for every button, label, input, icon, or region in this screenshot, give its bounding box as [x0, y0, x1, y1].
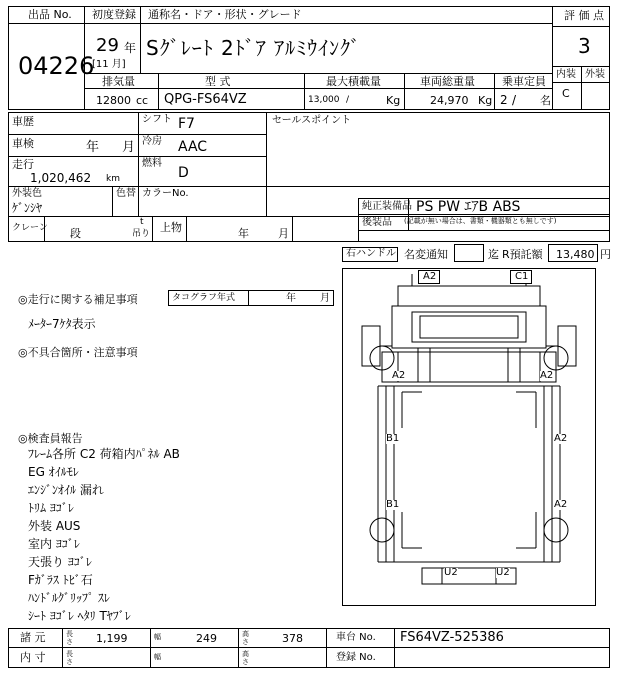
name-change-box — [454, 244, 484, 262]
aftermarket-note: (記載が無い場合は、書類・機器類とも無しです) — [404, 217, 557, 225]
divider — [292, 216, 293, 242]
model-label: 通称名・ドア・形状・グレード — [148, 8, 302, 21]
divider — [248, 290, 249, 306]
model-code: QPG-FS64VZ — [164, 92, 247, 107]
divider — [326, 628, 327, 668]
year-label: 年 — [124, 41, 137, 55]
width: 249 — [196, 632, 217, 645]
inner-height-label: 高さ — [242, 650, 249, 666]
divider — [238, 628, 239, 668]
divider — [150, 628, 151, 668]
inspector-line: ﾊﾝﾄﾞﾙｸﾞﾘｯﾌﾟ ｽﾚ — [28, 591, 110, 605]
fuel-label: 燃料 — [142, 158, 162, 169]
damage-mark-body-right-upper: A2 — [554, 433, 568, 444]
interior-score: C — [562, 87, 570, 100]
divider — [266, 186, 267, 216]
crane-suspend-label: 吊り — [132, 229, 151, 239]
inspection-month-label: 月 — [122, 140, 136, 155]
inspection-year-label: 年 — [86, 140, 100, 155]
exterior-color: ｹﾞﾝｼﾔ — [12, 201, 43, 215]
length-label: 長さ — [66, 630, 73, 646]
crane-stage-label: 段 — [70, 227, 81, 240]
model-code-label: 型 式 — [205, 75, 231, 88]
divider — [62, 628, 63, 668]
lot-no: 04226 — [18, 52, 95, 80]
divider — [304, 73, 305, 110]
damage-mark-front-left: A2 — [423, 271, 437, 282]
model-name: Sｸﾞﾚｰﾄ 2ﾄﾞｱ ｱﾙﾐｳｲﾝｸﾞ — [146, 36, 362, 60]
max-load-unit: Kg — [386, 94, 401, 107]
sales-point-label: セールスポイント — [272, 115, 352, 126]
first-reg-label: 初度登録 — [92, 8, 136, 21]
divider — [8, 134, 266, 135]
fuel: D — [178, 165, 189, 181]
meter-note: ﾒｰﾀｰ7ｹﾀ表示 — [28, 317, 96, 331]
shift-label: シフト — [142, 114, 172, 125]
damage-mark-body-left-lower: B1 — [386, 499, 400, 510]
crane-ton-label: t — [140, 217, 144, 227]
mileage-unit: km — [106, 174, 120, 184]
capacity: 2 — [500, 93, 508, 107]
history-label: 車歴 — [12, 115, 34, 128]
inspector-line: ﾌﾚｰﾑ各所 C2 荷箱内ﾊﾟﾈﾙ AB — [28, 447, 180, 461]
divider — [186, 216, 187, 242]
color-no-label: 色替 — [116, 188, 136, 199]
ac: AAC — [178, 139, 208, 155]
capacity-unit: 名 — [540, 94, 551, 107]
damage-mark-front-right: C1 — [515, 271, 529, 282]
chassis-label: 車台 No. — [336, 632, 376, 643]
width-label: 幅 — [154, 633, 161, 641]
divider — [158, 73, 159, 110]
inspector-line: 室内 ﾖｺﾞﾚ — [28, 537, 80, 551]
displacement-label: 排気量 — [102, 75, 135, 88]
divider — [358, 198, 359, 242]
displacement-unit: cc — [136, 94, 149, 107]
deadline-label: 迄 — [488, 248, 499, 261]
body-build-label: 上物 — [160, 221, 182, 234]
std-equipment-label: 純正装備品 — [362, 201, 412, 212]
inner-label: 内 寸 — [20, 651, 46, 664]
exterior-label: 外装 — [585, 69, 605, 80]
supplement-label: ◎走行に関する補足事項 — [18, 293, 138, 306]
damage-mark-cab-left: A2 — [392, 370, 406, 381]
divider — [8, 186, 610, 187]
height-label: 高さ — [242, 630, 249, 646]
chassis: FS64VZ-525386 — [400, 630, 504, 645]
tacho-year-label: 年 — [286, 293, 296, 304]
body-month-label: 月 — [278, 227, 289, 240]
divider — [494, 73, 495, 110]
damage-mark-rear-left: U2 — [444, 567, 458, 578]
inner-length-label: 長さ — [66, 650, 73, 666]
gross-weight: 24,970 — [430, 94, 469, 107]
divider — [552, 26, 610, 27]
lot-no-label: 出品 No. — [28, 8, 72, 21]
divider — [358, 230, 610, 231]
inspector-line: 天張り ﾖｺﾞﾚ — [28, 555, 92, 569]
damage-mark-body-left-upper: B1 — [386, 433, 400, 444]
divider — [84, 88, 552, 89]
divider — [140, 6, 141, 24]
score: 3 — [578, 34, 591, 58]
divider — [581, 66, 582, 110]
tacho-month-label: 月 — [320, 293, 330, 304]
r-amount: 13,480 — [556, 248, 595, 261]
score-label: 評 価 点 — [564, 9, 604, 22]
gross-weight-label: 車両総重量 — [420, 75, 475, 88]
divider — [8, 156, 266, 157]
divider — [8, 647, 610, 648]
inner-width-label: 幅 — [154, 653, 161, 661]
divider — [404, 73, 405, 110]
divider — [8, 23, 84, 24]
displacement: 12800 — [96, 94, 131, 107]
divider — [394, 628, 395, 668]
slash: / — [346, 95, 350, 105]
inspector-line: Fｶﾞﾗｽ ﾄﾋﾞ石 — [28, 573, 93, 587]
mileage: 1,020,462 — [30, 171, 92, 185]
aftermarket-label: 後装品 — [362, 217, 392, 228]
body-year-label: 年 — [238, 227, 249, 240]
interior-label: 内装 — [556, 69, 576, 80]
height: 378 — [282, 632, 303, 645]
crane-label: クレーン — [12, 223, 48, 233]
damage-mark-rear-right: U2 — [496, 567, 510, 578]
first-reg-year: 29 — [96, 35, 119, 56]
inspector-line: EG ｵｲﾙﾓﾚ — [28, 465, 79, 479]
yen-label: 円 — [600, 248, 611, 261]
divider — [266, 112, 267, 186]
spec-label: 諸 元 — [20, 631, 46, 644]
damage-mark-body-right-lower: A2 — [554, 499, 568, 510]
inspector-line: ｴﾝｼﾞﾝｵｲﾙ 漏れ — [28, 483, 104, 497]
inspection-label: 車検 — [12, 137, 34, 150]
inspector-label: ◎検査員報告 — [18, 432, 83, 445]
max-load-label: 最大積載量 — [326, 75, 381, 88]
name-change-label: 名変通知 — [404, 248, 448, 261]
tachograph-label: タコグラフ年式 — [172, 293, 236, 303]
divider — [138, 186, 139, 216]
handle: 右ハンドル — [346, 248, 396, 259]
shift: F7 — [178, 116, 195, 132]
divider — [84, 73, 552, 74]
ac-label: 冷房 — [142, 136, 162, 147]
inspector-line: ｼｰﾄ ﾖｺﾞﾚ ﾍﾀﾘ Tﾔﾌﾞﾚ — [28, 609, 131, 623]
divider — [152, 216, 153, 242]
divider — [140, 23, 141, 73]
max-load: 13,000 — [308, 95, 340, 105]
length: 1,199 — [96, 632, 128, 645]
std-equipment: PS PW ｴｱB ABS — [416, 199, 521, 215]
r-label: R預託額 — [502, 248, 543, 261]
exterior-color-label: 外装色 — [12, 188, 42, 199]
capacity-label: 乗車定員 — [502, 75, 546, 88]
divider — [84, 23, 552, 24]
divider — [552, 82, 610, 83]
reg-label: 登録 No. — [336, 652, 376, 663]
divider — [552, 6, 553, 110]
defects-label: ◎不具合箇所・注意事項 — [18, 346, 138, 359]
inspector-line: 外装 AUS — [28, 519, 81, 533]
mileage-label: 走行 — [12, 158, 34, 171]
inspector-line: ﾄﾘﾑ ﾖｺﾞﾚ — [28, 501, 74, 515]
slash: / — [512, 93, 517, 107]
first-reg-month: [11 月] — [92, 59, 126, 70]
gross-weight-unit: Kg — [478, 94, 493, 107]
divider — [112, 186, 113, 216]
damage-mark-cab-right: A2 — [540, 370, 554, 381]
color-code-label: カラーNo. — [142, 188, 189, 199]
divider — [138, 112, 139, 186]
